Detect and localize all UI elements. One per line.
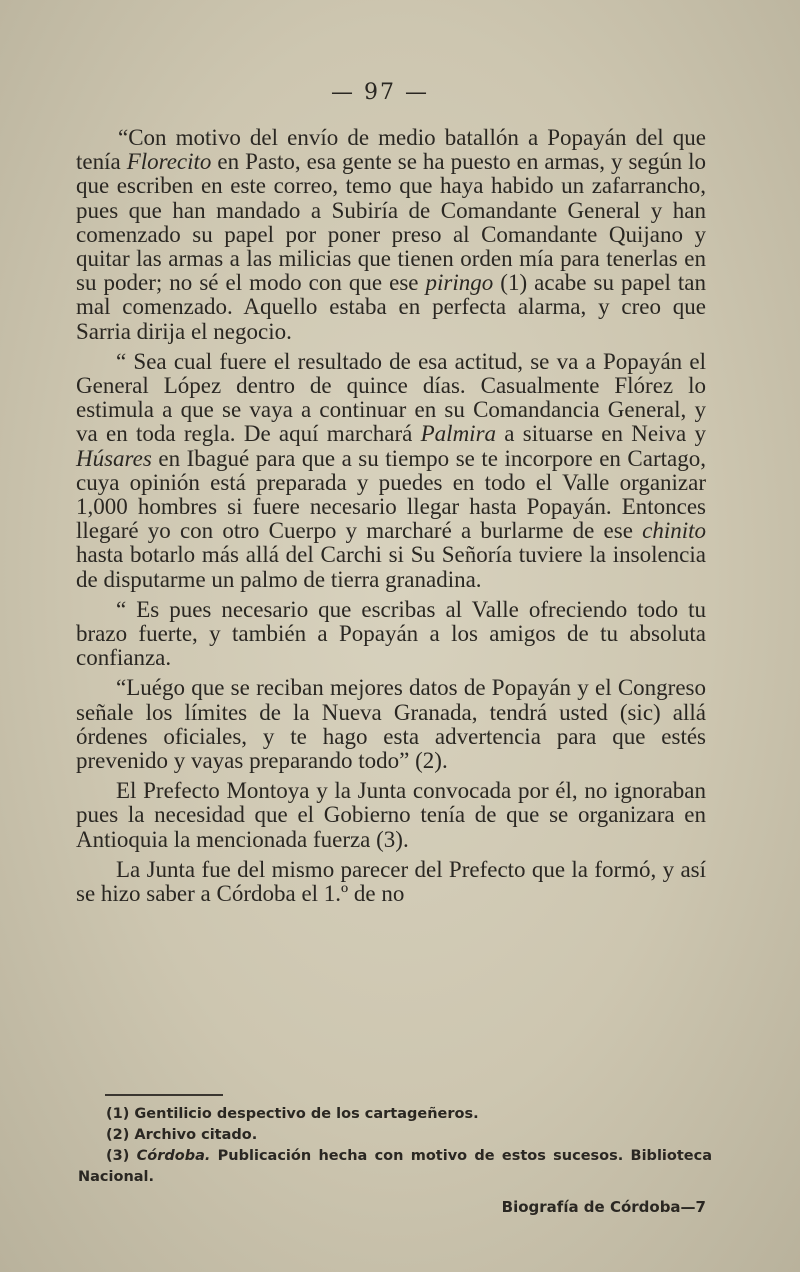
text-run: “ Sea cual fuere el resultado de esa actitud, se va a Popayán el General López dentro de quince días. Casualmente Flórez lo estimula a que se vaya a continuar en su Comandancia General, y va en toda regla. De aquí marchará	[76, 348, 706, 447]
footnote	[78, 1146, 712, 1188]
italic-text: chinito	[642, 518, 706, 544]
text-run: (3)	[106, 1148, 137, 1164]
italic-text: Palmira	[420, 421, 497, 447]
italic-text: Húsares	[76, 445, 152, 471]
text-run: (2) Archivo citado.	[106, 1127, 258, 1143]
paragraph	[76, 676, 706, 773]
text-run: a situarse en Neiva y	[496, 421, 706, 447]
text-run: “Con motivo del envío de medio batallón a Popayán del que tenía	[76, 125, 706, 175]
page-number: — 97 —	[331, 80, 429, 105]
text-run: hasta botarlo más allá del Carchi si Su Señoría tuviere la insolencia de disputarme un palmo de tierra granadina.	[76, 542, 706, 592]
body-text	[76, 126, 706, 912]
text-run: en Pasto, esa gente se ha puesto en armas, y según lo que escriben en este correo, temo que haya habido un zafarrancho, pues que han mandado a Subiría de Comandante General y han comenzado su papel por poner preso al Comandante Quijano y quitar las armas a las milicias que tienen orden mía para tenerlas en su poder; no sé el modo con que ese	[76, 149, 706, 296]
paragraph	[76, 779, 706, 852]
text-run: “Luégo que se reciban mejores datos de Popayán y el Congreso señale los límites de la Nueva Granada, tendrá usted (sic) allá órdenes oficiales, y te hago esta advertencia para que estés prevenido y vayas preparando todo” (2).	[76, 675, 706, 774]
footnote	[78, 1104, 712, 1125]
paragraph	[76, 598, 706, 671]
text-run: El Prefecto Montoya y la Junta convocada por él, no ignoraban pues la necesidad que el Gobierno tenía de que se organizara en Antioquia la mencionada fuerza (3).	[76, 778, 706, 852]
text-run: “ Es pues necesario que escribas al Valle ofreciendo todo tu brazo fuerte, y también a Popayán a los amigos de tu absoluta confianza.	[76, 596, 706, 671]
text-run: (1) Gentilicio despectivo de los cartageñeros.	[106, 1106, 479, 1122]
paragraph	[76, 858, 706, 906]
footnote	[78, 1125, 712, 1146]
signature-line: Biografía de Córdoba—7	[501, 1198, 706, 1216]
italic-text: Córdoba.	[136, 1148, 211, 1164]
text-run: La Junta fue del mismo parecer del Prefecto que la formó, y así se hizo saber a Córdoba el 1.º de no	[76, 856, 706, 907]
text-run: Publicación hecha con motivo de estos sucesos. Biblioteca Nacional.	[78, 1148, 712, 1185]
paragraph	[76, 126, 706, 344]
paragraph	[76, 350, 706, 592]
italic-text: Florecito	[126, 149, 212, 175]
italic-text: piringo	[425, 270, 494, 296]
text-run: (1) acabe su papel tan mal comenzado. Aquello estaba en perfecta alarma, y creo que Sarria dirija el negocio.	[76, 270, 706, 344]
text-run: en Ibagué para que a su tiempo se te incorpore en Cartago, cuya opinión está preparada y puedes en todo el Valle organizar 1,000 hombres si fuere necesario llegar hasta Popayán. Entonces llegaré yo con otro Cuerpo y marcharé a burlarme de ese	[76, 445, 706, 544]
footnote-divider	[105, 1094, 223, 1096]
footnotes	[78, 1104, 712, 1188]
